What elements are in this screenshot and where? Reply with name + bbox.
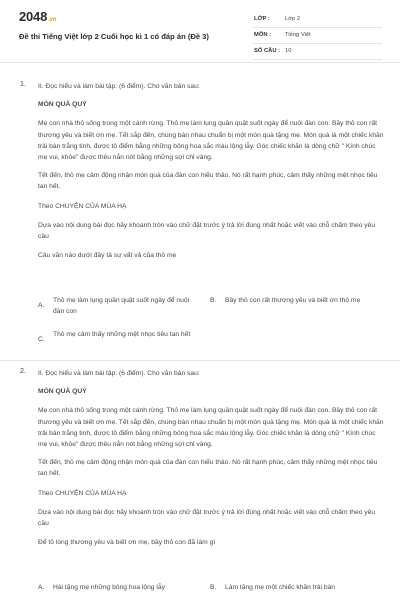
exam-meta-table — [252, 12, 382, 60]
question-divider — [0, 360, 400, 361]
logo-text: 2048 — [19, 9, 48, 24]
story-paragraph: Tết đến, thỏ mẹ cảm động nhận món quà của đàn con hiếu thảo. Nó rất hạnh phúc, cảm thấy những mệt nhọc tiêu tan hết. — [38, 172, 378, 191]
question-body — [38, 81, 386, 261]
option-text: Bầy thỏ con rất thương yêu và biết ơn thỏ mẹ — [225, 297, 361, 304]
question-text: Để tỏ lòng thương yêu và biết ơn mẹ, bầy thỏ con đã làm gì — [38, 539, 216, 547]
option-letter: C. — [38, 336, 45, 343]
question-item — [20, 368, 384, 600]
meta-key: MÔN : — [254, 32, 272, 38]
story-source: Theo CHUYỆN CỦA MÙA HẠ — [38, 489, 127, 497]
question-text: Câu văn nào dưới đây tả sự vất vả của thỏ mẹ — [38, 252, 177, 260]
question-number: 1. — [20, 81, 26, 88]
meta-value: Tiếng Việt — [285, 32, 311, 38]
option-text: Thỏ mẹ cảm thấy những mệt nhọc tiêu tan hết — [53, 331, 191, 338]
question-body — [38, 368, 386, 548]
option-text: Hái tặng mẹ những bông hoa lộng lẫy — [53, 584, 165, 591]
option-text: Làm tặng mẹ một chiếc khăn trải bàn — [225, 584, 336, 591]
meta-row-subject — [252, 28, 382, 44]
meta-value: 10 — [285, 48, 292, 54]
meta-row-class — [252, 12, 382, 28]
option-letter: A. — [38, 584, 45, 591]
page-title: Đề thi Tiếng Việt lớp 2 Cuối học kì 1 có đáp án (Đề 3) — [19, 32, 209, 41]
task-instruction: Dựa vào nội dung bài đọc hãy khoanh tròn vào chữ đặt trước ý trả lời đúng nhất hoặc viết vào chỗ chấm theo yêu cầu — [38, 221, 376, 241]
option-text: Thỏ mẹ làm lụng quần quật suốt ngày để nuôi đàn con — [53, 297, 190, 315]
exam-header — [0, 0, 400, 63]
option-letter: B. — [210, 297, 217, 304]
story-paragraph: Tết đến, thỏ mẹ cảm động nhận món quà của đàn con hiếu thảo. Nó rất hạnh phúc, cảm thấy những mệt nhọc tiêu tan hết. — [38, 459, 378, 478]
story-title: MÓN QUÀ QUÝ — [38, 101, 87, 109]
question-instruction: II. Đọc hiểu và làm bài tập: (6 điểm). Cho văn bản sau: — [38, 370, 200, 377]
question-instruction: II. Đọc hiểu và làm bài tập: (6 điểm). Cho văn bản sau: — [38, 83, 200, 90]
site-logo[interactable] — [19, 9, 56, 24]
question-number: 2. — [20, 368, 26, 375]
meta-key: SỐ CÂU : — [254, 48, 281, 54]
meta-row-count — [252, 44, 382, 60]
logo-suffix: .vn — [48, 17, 57, 23]
option-letter: A. — [38, 302, 45, 309]
meta-value: Lớp 2 — [285, 16, 301, 22]
story-paragraph: Mẹ con nhà thỏ sống trong một cánh rừng. Thỏ mẹ làm lụng quần quật suốt ngày để nuôi đàn con. Bầy thỏ con rất thương yêu và biết ơn mẹ. Tết sắp đến, chúng bàn nhau chuẩn bị một món quà tặng mẹ. Món quà là một chiếc khăn trải bàn trắng tinh, được tô điểm bằng những bông hoa sắc màu lộng lẫy. Góc chiếc khăn là dòng chữ " Kính chúc mẹ vui, khỏe" được thêu nắn nót bằng những sợi chỉ vàng. — [38, 120, 384, 162]
option-letter: B. — [210, 584, 217, 591]
story-source: Theo CHUYỆN CỦA MÙA HẠ — [38, 202, 127, 210]
meta-key: LỚP : — [254, 16, 270, 22]
story-title: MÓN QUÀ QUÝ — [38, 388, 87, 396]
question-item — [20, 81, 384, 361]
task-instruction: Dựa vào nội dung bài đọc hãy khoanh tròn vào chữ đặt trước ý trả lời đúng nhất hoặc viết vào chỗ chấm theo yêu cầu — [38, 508, 376, 528]
story-paragraph: Mẹ con nhà thỏ sống trong một cánh rừng. Thỏ mẹ làm lụng quần quật suốt ngày để nuôi đàn con. Bầy thỏ con rất thương yêu và biết ơn mẹ. Tết sắp đến, chúng bàn nhau chuẩn bị một món quà tặng mẹ. Món quà là một chiếc khăn trải bàn trắng tinh, được tô điểm bằng những bông hoa sắc màu lộng lẫy. Góc chiếc khăn là dòng chữ " Kính chúc mẹ vui, khỏe" được thêu nắn nót bằng những sợi chỉ vàng. — [38, 407, 384, 449]
